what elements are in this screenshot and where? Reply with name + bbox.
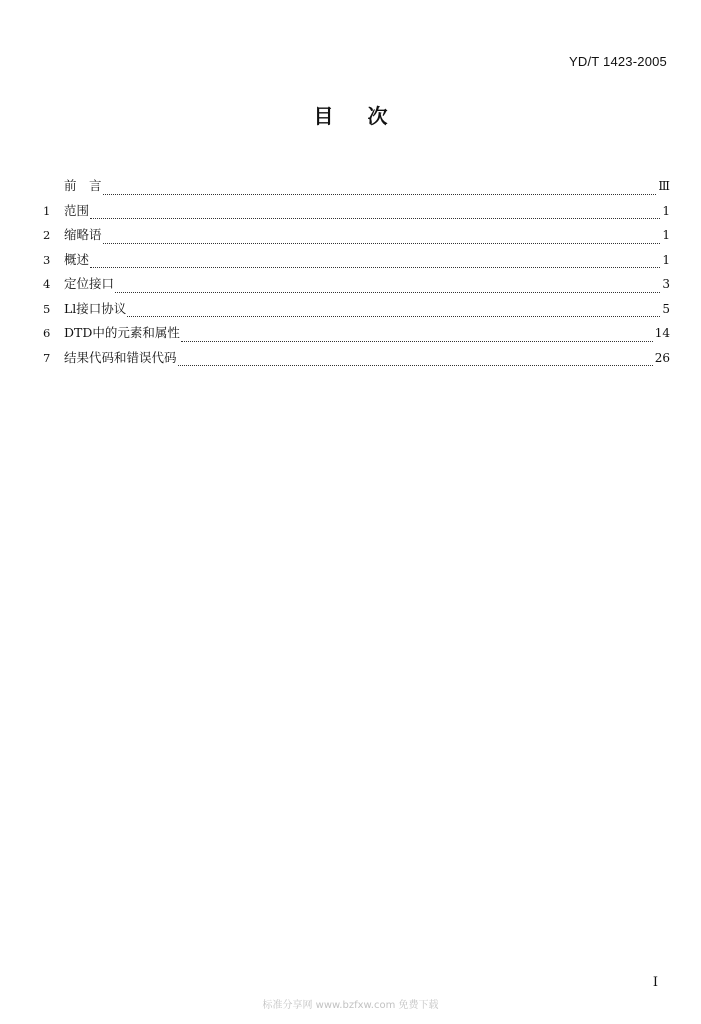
toc-item-title: 前 言 <box>64 178 102 193</box>
toc-dot-leader <box>90 218 660 219</box>
toc-item-page: 5 <box>662 301 670 316</box>
toc-item-result-codes[interactable] <box>43 349 670 374</box>
toc-item-title: 概述 <box>64 251 90 267</box>
toc-dot-leader <box>103 243 661 244</box>
toc-dot-leader <box>103 194 657 195</box>
toc-item-abbreviations[interactable] <box>43 226 670 251</box>
toc-dot-leader <box>127 316 660 317</box>
toc-item-page: 1 <box>662 228 670 242</box>
toc-item-number: 2 <box>43 228 51 242</box>
toc-item-page: 1 <box>662 252 670 267</box>
toc-item-title: 范围 <box>64 202 90 218</box>
page-title: 目次 <box>313 104 422 128</box>
toc-dot-leader <box>178 365 653 366</box>
watermark: 标准分享网 www.bzfxw.com 免费下载 <box>262 1000 439 1011</box>
toc-item-page: Ⅲ <box>658 179 670 193</box>
toc-item-title: DTD中的元素和属性 <box>64 325 180 340</box>
table-of-contents <box>43 177 670 373</box>
toc-item-scope[interactable] <box>43 202 670 227</box>
toc-item-title: Ll接口协议 <box>64 300 127 316</box>
toc-item-l1-protocol[interactable] <box>43 300 670 325</box>
toc-item-title: 定位接口 <box>64 276 115 291</box>
page-number: I <box>652 975 658 990</box>
toc-dot-leader <box>181 341 653 342</box>
toc-item-page: 26 <box>654 350 670 365</box>
toc-item-location-interface[interactable] <box>43 275 670 300</box>
toc-item-number: 3 <box>43 252 51 267</box>
toc-item-overview[interactable] <box>43 251 670 276</box>
toc-item-number: 4 <box>43 277 51 291</box>
toc-item-dtd-elements[interactable] <box>43 324 670 349</box>
toc-item-page: 1 <box>662 203 670 218</box>
toc-item-title: 缩略语 <box>64 227 102 242</box>
toc-item-number: 7 <box>43 350 51 365</box>
toc-item-page: 3 <box>662 277 670 291</box>
toc-dot-leader <box>90 267 660 268</box>
toc-item-number: 6 <box>43 326 51 340</box>
toc-item-number: 5 <box>43 301 51 316</box>
toc-item-foreword[interactable] <box>43 177 670 202</box>
toc-item-title: 结果代码和错误代码 <box>64 349 177 365</box>
standard-number: YD/T 1423-2005 <box>569 54 667 69</box>
toc-item-number: 1 <box>43 203 51 218</box>
toc-item-page: 14 <box>654 326 670 340</box>
toc-dot-leader <box>115 292 660 293</box>
